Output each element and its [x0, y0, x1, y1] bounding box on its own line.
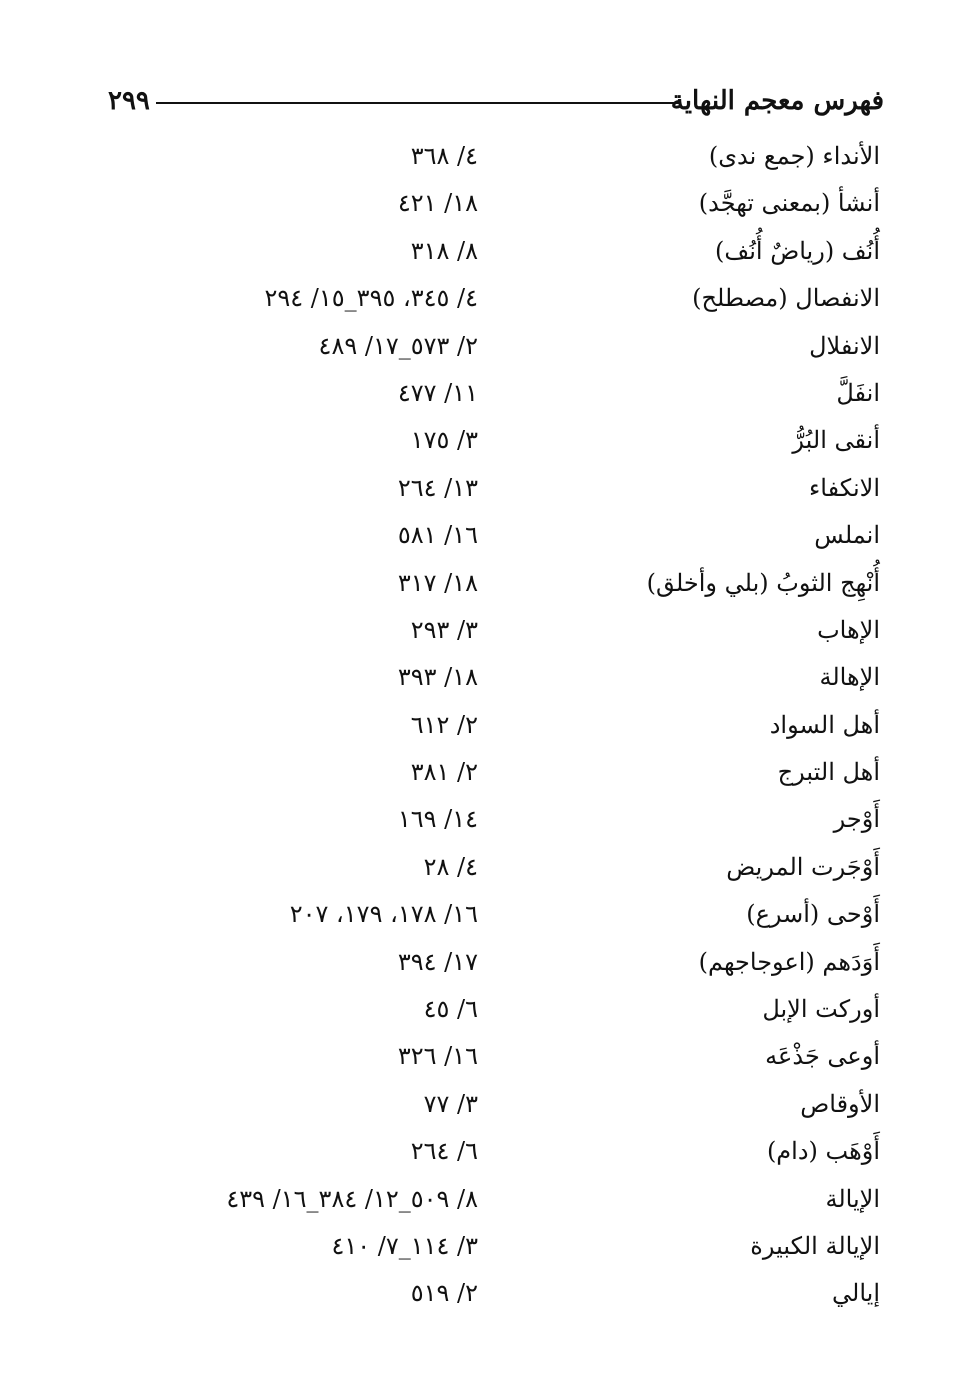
entry-reference: ٢/ ٦١٢ — [410, 710, 478, 739]
entry-term: الإيالة — [825, 1184, 880, 1213]
entry-term: أَوْجَرت المريض — [726, 852, 880, 881]
index-entry — [0, 563, 956, 610]
entry-reference: ١٦/ ٣٢٦ — [397, 1042, 478, 1071]
entry-reference: ١٦/ ١٧٨، ١٧٩، ٢٠٧ — [289, 900, 478, 929]
index-entry — [0, 847, 956, 894]
index-entry — [0, 468, 956, 515]
entry-term: انملس — [814, 521, 880, 550]
entry-reference: ١١/ ٤٧٧ — [397, 378, 478, 407]
index-entry — [0, 1273, 956, 1320]
index-entry — [0, 231, 956, 278]
entry-reference: ٢/ ٣٨١ — [410, 758, 478, 787]
index-entry — [0, 705, 956, 752]
index-entry — [0, 1179, 956, 1226]
entry-reference: ١٦/ ٥٨١ — [397, 521, 478, 550]
entry-reference: ٨/ ٥٠٩_١٢/ ٣٨٤_١٦/ ٤٣٩ — [226, 1184, 478, 1213]
entry-term: الأوقاص — [800, 1089, 880, 1118]
entry-reference: ١٣/ ٢٦٤ — [397, 473, 478, 502]
page-number: ٢٩٩ — [108, 86, 150, 116]
index-entry — [0, 989, 956, 1036]
entry-reference: ٣/ ٧٧ — [423, 1089, 478, 1118]
entry-reference: ٢/ ٥١٩ — [410, 1279, 478, 1308]
entry-term: أَوْهَب (دام) — [766, 1137, 880, 1166]
entry-term: أُنُف (رياضٌ أُنُف) — [715, 236, 880, 265]
index-entry — [0, 136, 956, 183]
entry-term: أهل التبرج — [777, 758, 880, 787]
entry-reference: ١٤/ ١٦٩ — [397, 805, 478, 834]
entry-reference: ١٨/ ٣١٧ — [397, 568, 478, 597]
index-entry — [0, 1226, 956, 1273]
page-header — [108, 78, 884, 128]
entry-term: أَوْحى (أسرع) — [746, 900, 880, 929]
index-entry — [0, 515, 956, 562]
header-title: فهرس معجم النهاية — [670, 86, 884, 116]
index-entry — [0, 183, 956, 230]
entry-reference: ١٨/ ٣٩٣ — [397, 663, 478, 692]
index-entry — [0, 420, 956, 467]
index-entry — [0, 278, 956, 325]
entry-term: أَوَدَهم (اعوجاجهم) — [698, 947, 880, 976]
entry-term: أنشأ (بمعنى تهجَّد) — [698, 189, 880, 218]
entry-term: أنقى البُرُّ — [792, 426, 880, 455]
entry-term: الانفلال — [809, 331, 880, 360]
entry-reference: ١٧/ ٣٩٤ — [397, 947, 478, 976]
index-entry — [0, 657, 956, 704]
entry-reference: ١٨/ ٤٢١ — [397, 189, 478, 218]
index-entry — [0, 799, 956, 846]
entry-reference: ٦/ ٢٦٤ — [410, 1137, 478, 1166]
index-entry — [0, 1131, 956, 1178]
index-entry — [0, 373, 956, 420]
entry-reference: ٨/ ٣١٨ — [410, 236, 478, 265]
entry-term: إيالي — [832, 1279, 880, 1308]
entry-term: أُنْهِج الثوبُ (بلي وأخلق) — [646, 568, 880, 597]
entry-term: أَوْجر — [833, 805, 880, 834]
entry-term: انفَلَّ — [836, 378, 880, 407]
index-entry — [0, 942, 956, 989]
entry-reference: ٢/ ٥٧٣_١٧/ ٤٨٩ — [318, 331, 478, 360]
entry-reference: ٤/ ٣٤٥، ٣٩٥_١٥/ ٢٩٤ — [264, 284, 478, 313]
entry-reference: ٦/ ٤٥ — [423, 995, 478, 1024]
entry-reference: ٤/ ٢٨ — [423, 852, 478, 881]
header-rule — [156, 102, 679, 104]
entry-reference: ٣/ ٢٩٣ — [410, 615, 478, 644]
entry-term: أهل السواد — [769, 710, 880, 739]
entry-term: أوعى جَذْعَه — [765, 1042, 880, 1071]
index-entry — [0, 1084, 956, 1131]
index-entries — [0, 136, 956, 1321]
entry-term: الأنداء (جمع ندى) — [708, 142, 880, 170]
entry-reference: ٤/ ٣٦٨ — [410, 142, 478, 170]
entry-term: الإهالة — [819, 663, 880, 692]
index-entry — [0, 610, 956, 657]
entry-term: الإهاب — [817, 615, 880, 644]
entry-reference: ٣/ ١١٤_٧/ ٤١٠ — [331, 1231, 478, 1260]
entry-term: الانفصال (مصطلح) — [692, 284, 880, 313]
index-entry — [0, 894, 956, 941]
entry-term: أوركت الإبل — [762, 995, 880, 1024]
index-entry — [0, 1036, 956, 1083]
index-entry — [0, 752, 956, 799]
entry-term: الإيالة الكبيرة — [750, 1231, 880, 1260]
entry-term: الانكفاء — [808, 473, 880, 502]
entry-reference: ٣/ ١٧٥ — [410, 426, 478, 455]
index-entry — [0, 326, 956, 373]
